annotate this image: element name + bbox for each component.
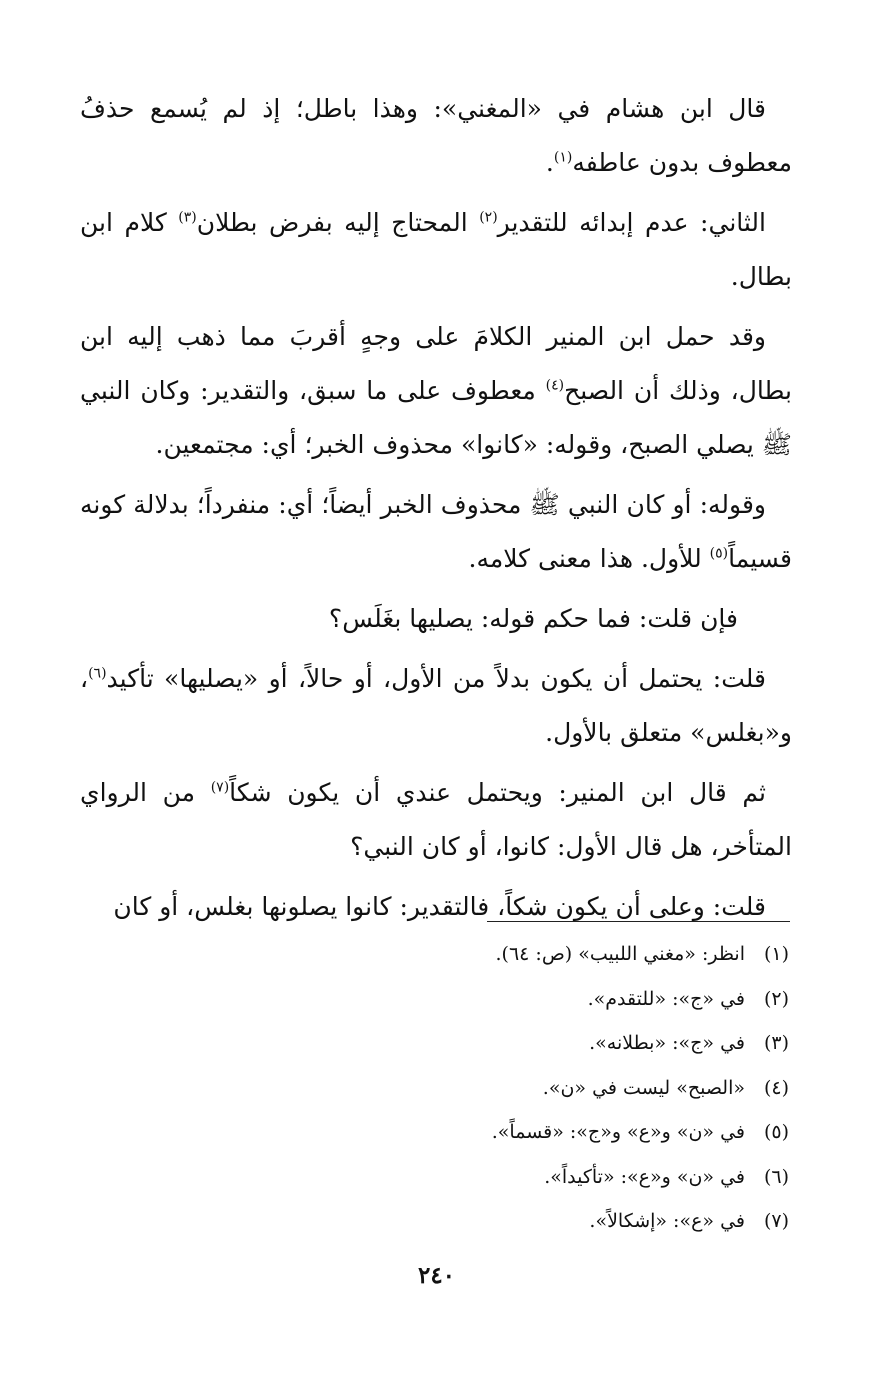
paragraph-text: ، و«بغلس» متعلق بالأول. (80, 664, 792, 747)
paragraph-text: قلت: يحتمل أن يكون بدلاً من الأول، أو حالاً، أو «يصليها» تأكيد (106, 664, 766, 693)
footnote-reference: (٤) (545, 377, 565, 394)
paragraph (80, 880, 792, 934)
paragraph-text: الثاني: عدم إبدائه للتقدير (497, 208, 766, 237)
paragraph-text: كلام ابن بطال. (80, 208, 792, 291)
paragraph-text: ثم قال ابن المنير: ويحتمل عندي أن يكون شكاً (229, 778, 766, 807)
footnote-number: (٥) (763, 1121, 789, 1143)
footnote-text: في «ن» و«ع»: «تأكيداً». (544, 1165, 745, 1188)
footnote-number: (٢) (763, 987, 789, 1010)
paragraph-text: المحتاج إليه بفرض بطلان (196, 208, 480, 237)
footnote-reference: (١) (553, 149, 573, 166)
footnote-number: (٤) (763, 1076, 789, 1099)
footnote-item (189, 932, 789, 977)
footnote-number: (٣) (763, 1032, 789, 1054)
paragraph (80, 196, 792, 304)
paragraph-text: وقد حمل ابن المنير الكلامَ على وجهٍ أقربَ مما ذهب إليه ابن بطال، وذلك أن الصبح (80, 322, 792, 405)
page-number: ٢٤٠ (417, 1262, 456, 1289)
footnote-item (189, 1199, 789, 1244)
paragraph-text: معطوف على ما سبق، والتقدير: وكان النبي ﷺ يصلي الصبح، وقوله: «كانوا» محذوف الخبر؛ أي: مجتمعين. (80, 376, 792, 459)
footnote-reference: (٦) (88, 665, 107, 682)
paragraph-text: للأول. هذا معنى كلامه. (468, 544, 710, 573)
footnote-text: في «ن» و«ع» و«ج»: «قسماً». (491, 1121, 745, 1143)
footnote-item (189, 1110, 789, 1155)
paragraph (80, 592, 792, 646)
footnote-reference: (٥) (709, 545, 729, 562)
paragraph-text: وقوله: أو كان النبي ﷺ محذوف الخبر أيضاً؛ أي: منفرداً؛ بدلالة كونه قسيماً (80, 490, 792, 573)
footnote-item (189, 1066, 789, 1111)
paragraph (80, 652, 792, 760)
footnote-reference: (٣) (178, 209, 197, 226)
paragraph-text: قلت: وعلى أن يكون شكاً، فالتقدير: كانوا يصلونها بغلس، أو كان (113, 892, 766, 921)
footnote-divider (487, 921, 790, 922)
footnote-text: في «ج»: «بطلانه». (589, 1032, 745, 1054)
footnote-text: «الصبح» ليست في «ن». (542, 1076, 745, 1099)
paragraph-text: . (545, 148, 554, 177)
footnote-reference: (٧) (210, 779, 230, 796)
paragraph-text: من الرواي المتأخر، هل قال الأول: كانوا، أو كان النبي؟ (80, 778, 792, 861)
paragraph (80, 478, 792, 586)
footnote-text: انظر: «مغني اللبيب» (ص: ٦٤). (495, 943, 745, 965)
paragraph-text: فإن قلت: فما حكم قوله: يصليها بغَلَس؟ (328, 604, 738, 633)
paragraph (80, 310, 792, 472)
footnote-number: (٦) (763, 1165, 789, 1188)
footnotes-list (189, 932, 789, 1244)
footnote-item (189, 977, 789, 1022)
footnote-reference: (٢) (479, 209, 498, 226)
paragraph (80, 82, 792, 190)
footnote-number: (١) (763, 943, 789, 965)
footnote-item (189, 1021, 789, 1066)
paragraph-text: قال ابن هشام في «المغني»: وهذا باطل؛ إذ لم يُسمع حذفُ معطوف بدون عاطفه (80, 94, 792, 177)
footnote-number: (٧) (763, 1210, 789, 1232)
footnote-text: في «ع»: «إشكالاً». (589, 1210, 745, 1232)
main-text (80, 82, 792, 940)
paragraph (80, 766, 792, 874)
footnote-text: في «ج»: «للتقدم». (587, 987, 745, 1010)
footnote-item (189, 1155, 789, 1200)
